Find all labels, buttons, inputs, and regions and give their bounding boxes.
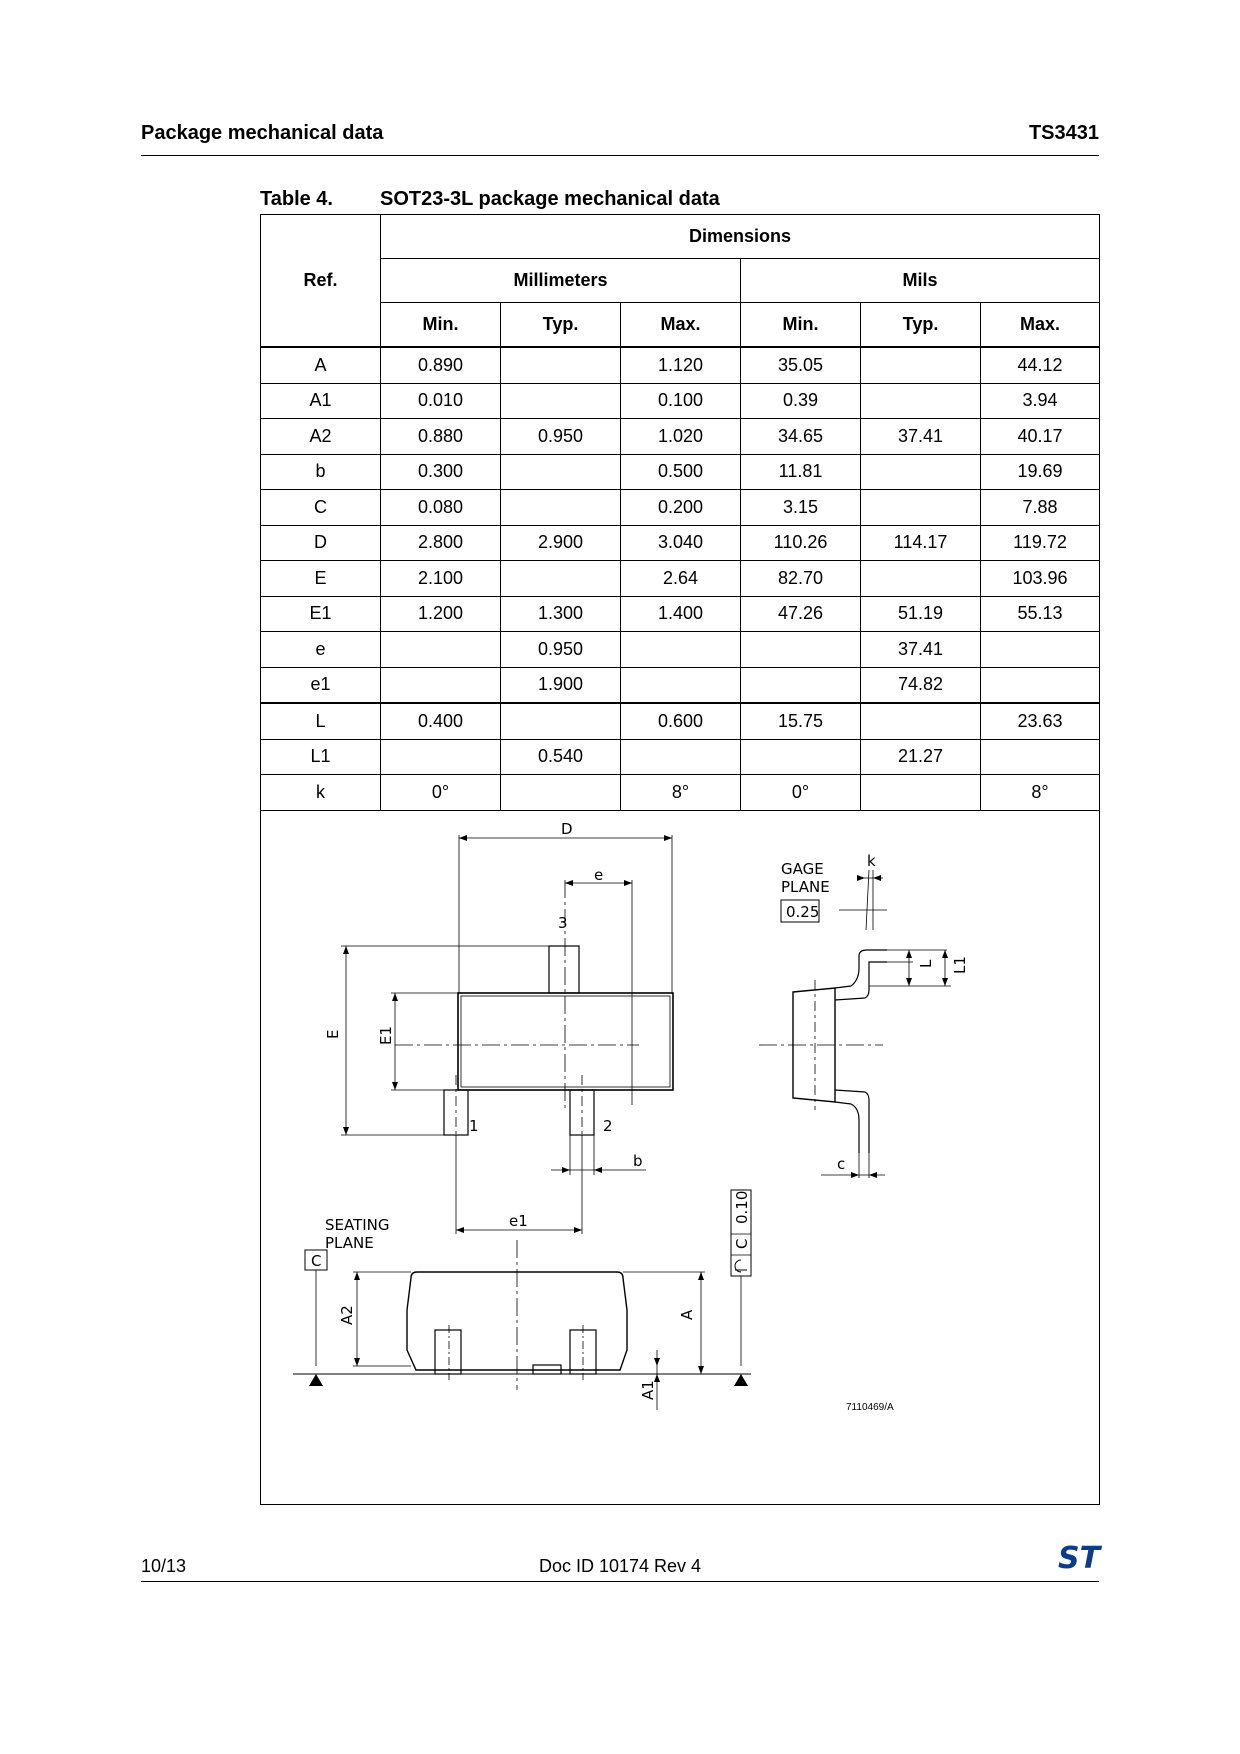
value-cell <box>501 347 621 383</box>
ref-cell: A <box>261 347 381 383</box>
value-cell: 114.17 <box>861 525 981 561</box>
table-row <box>261 703 1100 739</box>
value-cell: 0.890 <box>381 347 501 383</box>
value-cell <box>381 632 501 668</box>
value-cell: 37.41 <box>861 632 981 668</box>
ref-cell: k <box>261 775 381 811</box>
value-cell: 3.15 <box>741 490 861 526</box>
sub-header: Min. <box>741 303 861 348</box>
table-row <box>261 739 1100 775</box>
value-cell: 0.010 <box>381 383 501 419</box>
value-cell <box>501 775 621 811</box>
value-cell: 0.39 <box>741 383 861 419</box>
label-flatness-value: 0.10 <box>733 1190 751 1224</box>
value-cell: 55.13 <box>981 596 1100 632</box>
value-cell <box>621 667 741 703</box>
value-cell: 1.200 <box>381 596 501 632</box>
value-cell: 1.020 <box>621 419 741 455</box>
label-gage-1: GAGE <box>781 860 824 878</box>
value-cell <box>861 490 981 526</box>
value-cell <box>981 667 1100 703</box>
value-cell: 34.65 <box>741 419 861 455</box>
value-cell: 2.100 <box>381 561 501 597</box>
value-cell: 110.26 <box>741 525 861 561</box>
label-seating-ref: C <box>311 1252 322 1270</box>
sub-header: Typ. <box>501 303 621 348</box>
value-cell: 40.17 <box>981 419 1100 455</box>
label-E: E <box>324 1029 342 1039</box>
value-cell <box>981 632 1100 668</box>
flatness-symbol-icon <box>735 1260 747 1272</box>
value-cell: 2.800 <box>381 525 501 561</box>
svg-text:ST: ST <box>1058 1541 1101 1572</box>
footer-rule <box>141 1581 1099 1582</box>
value-cell <box>861 703 981 739</box>
ref-cell: A1 <box>261 383 381 419</box>
value-cell: 2.900 <box>501 525 621 561</box>
label-D: D <box>561 820 573 838</box>
table-row <box>261 490 1100 526</box>
value-cell <box>861 561 981 597</box>
package-drawing <box>260 810 1100 1505</box>
sub-header: Max. <box>621 303 741 348</box>
value-cell: 0° <box>741 775 861 811</box>
label-L: L <box>917 959 935 968</box>
value-cell: 1.900 <box>501 667 621 703</box>
label-pin-2: 2 <box>603 1117 613 1135</box>
value-cell <box>861 383 981 419</box>
value-cell: 0.950 <box>501 632 621 668</box>
value-cell <box>381 667 501 703</box>
ref-cell: E1 <box>261 596 381 632</box>
col-dimensions-header: Dimensions <box>381 215 1100 259</box>
value-cell <box>861 775 981 811</box>
value-cell <box>501 490 621 526</box>
table-row <box>261 632 1100 668</box>
value-cell: 0.540 <box>501 739 621 775</box>
label-A2: A2 <box>338 1305 356 1325</box>
table-row <box>261 454 1100 490</box>
table-row <box>261 419 1100 455</box>
value-cell: 0.600 <box>621 703 741 739</box>
ref-cell: e <box>261 632 381 668</box>
value-cell <box>741 739 861 775</box>
value-cell <box>381 739 501 775</box>
value-cell: 3.040 <box>621 525 741 561</box>
value-cell: 47.26 <box>741 596 861 632</box>
col-mils-header: Mils <box>741 259 1100 303</box>
label-gage-2: PLANE <box>781 878 830 896</box>
drawing-code: 7110469/A <box>846 1402 894 1413</box>
value-cell: 0.880 <box>381 419 501 455</box>
value-cell: 0.300 <box>381 454 501 490</box>
value-cell: 0.950 <box>501 419 621 455</box>
table-row <box>261 667 1100 703</box>
value-cell: 8° <box>621 775 741 811</box>
value-cell: 1.300 <box>501 596 621 632</box>
value-cell: 21.27 <box>861 739 981 775</box>
label-flatness-ref: C <box>733 1238 751 1249</box>
value-cell: 0.400 <box>381 703 501 739</box>
value-cell: 1.120 <box>621 347 741 383</box>
value-cell: 37.41 <box>861 419 981 455</box>
value-cell <box>501 561 621 597</box>
value-cell: 74.82 <box>861 667 981 703</box>
value-cell: 0.200 <box>621 490 741 526</box>
ref-cell: E <box>261 561 381 597</box>
label-E1: E1 <box>377 1025 395 1045</box>
value-cell <box>501 703 621 739</box>
label-A1: A1 <box>639 1380 657 1400</box>
label-pin-3: 3 <box>558 914 568 932</box>
label-k: k <box>867 852 876 870</box>
ref-cell: b <box>261 454 381 490</box>
table-caption <box>260 188 720 211</box>
col-ref-header: Ref. <box>261 215 381 348</box>
table-row <box>261 596 1100 632</box>
value-cell <box>741 667 861 703</box>
value-cell: 11.81 <box>741 454 861 490</box>
label-A: A <box>678 1309 696 1320</box>
value-cell <box>981 739 1100 775</box>
value-cell: 82.70 <box>741 561 861 597</box>
value-cell: 7.88 <box>981 490 1100 526</box>
value-cell: 35.05 <box>741 347 861 383</box>
page-number: 10/13 <box>141 1556 187 1576</box>
package-drawing-svg <box>261 810 1099 1504</box>
value-cell: 0.100 <box>621 383 741 419</box>
label-gage-value: 0.25 <box>786 903 820 921</box>
value-cell <box>501 383 621 419</box>
table-row <box>261 525 1100 561</box>
sub-header: Typ. <box>861 303 981 348</box>
value-cell <box>501 454 621 490</box>
value-cell <box>621 632 741 668</box>
label-seating-2: PLANE <box>325 1234 374 1252</box>
ref-cell: D <box>261 525 381 561</box>
value-cell: 119.72 <box>981 525 1100 561</box>
table-row <box>261 775 1100 811</box>
value-cell: 8° <box>981 775 1100 811</box>
header-rule <box>141 155 1099 156</box>
ref-cell: C <box>261 490 381 526</box>
mechanical-data-table <box>260 214 1100 811</box>
value-cell: 103.96 <box>981 561 1100 597</box>
section-title: Package mechanical data <box>141 122 384 144</box>
value-cell: 15.75 <box>741 703 861 739</box>
value-cell: 51.19 <box>861 596 981 632</box>
value-cell <box>621 739 741 775</box>
value-cell <box>741 632 861 668</box>
value-cell: 0° <box>381 775 501 811</box>
table-row <box>261 383 1100 419</box>
label-pin-1: 1 <box>469 1117 479 1135</box>
label-e: e <box>594 866 604 884</box>
col-millimeters-header: Millimeters <box>381 259 741 303</box>
label-c: c <box>837 1155 846 1173</box>
doc-id: Doc ID 10174 Rev 4 <box>538 1556 702 1576</box>
label-b: b <box>633 1152 643 1170</box>
sub-header: Min. <box>381 303 501 348</box>
label-e1: e1 <box>509 1212 528 1230</box>
part-number: TS3431 <box>1028 122 1099 144</box>
ref-cell: A2 <box>261 419 381 455</box>
value-cell: 19.69 <box>981 454 1100 490</box>
label-L1: L1 <box>951 956 969 974</box>
value-cell: 2.64 <box>621 561 741 597</box>
value-cell: 0.080 <box>381 490 501 526</box>
ref-cell: L1 <box>261 739 381 775</box>
label-seating-1: SEATING <box>325 1216 390 1234</box>
table-row <box>261 561 1100 597</box>
value-cell: 0.500 <box>621 454 741 490</box>
sub-header: Max. <box>981 303 1100 348</box>
value-cell <box>861 347 981 383</box>
value-cell <box>861 454 981 490</box>
value-cell: 1.400 <box>621 596 741 632</box>
st-logo-icon <box>1056 1540 1102 1572</box>
table-row <box>261 347 1100 383</box>
value-cell: 44.12 <box>981 347 1100 383</box>
ref-cell: L <box>261 703 381 739</box>
ref-cell: e1 <box>261 667 381 703</box>
value-cell: 3.94 <box>981 383 1100 419</box>
value-cell: 23.63 <box>981 703 1100 739</box>
table-number: Table 4. <box>260 188 333 210</box>
table-title: SOT23-3L package mechanical data <box>380 188 720 210</box>
